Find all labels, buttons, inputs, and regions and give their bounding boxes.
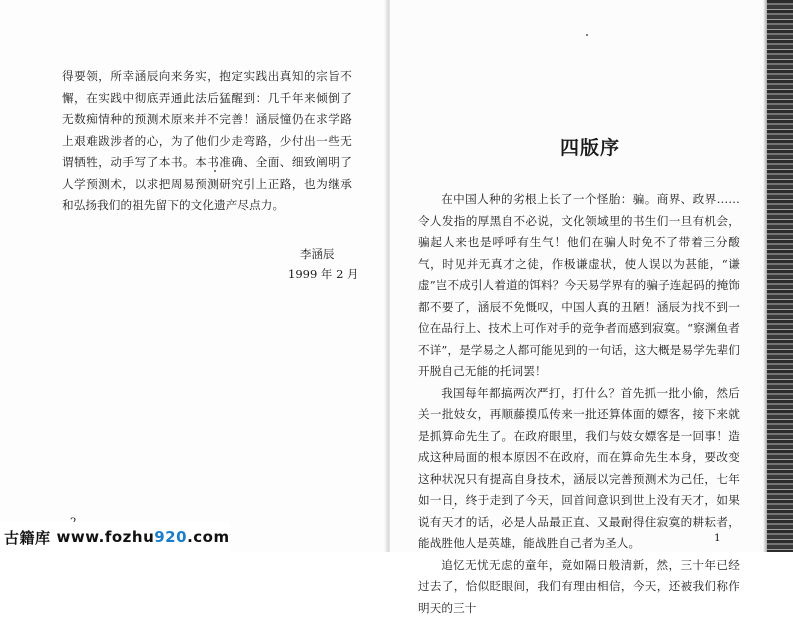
right-page [390,0,793,552]
scan-speck [214,170,216,172]
right-page-body [418,189,740,619]
watermark-site-name: 古籍库 [4,527,51,548]
watermark-url-suffix: .com [187,528,230,546]
scan-edge-strip [767,0,793,552]
watermark-url-number: 920 [154,528,187,546]
author-signature: 李涵辰 [300,246,335,262]
signature-date: 1999 年 2 月 [288,266,359,282]
right-paragraph-1: 在中国人种的劣根上长了一个怪胎：骗。商界、政界……令人发指的厚黑自不必说，文化领域里的书生们一旦有机会，骗起人来也是呼呼有生气！他们在骗人时免不了带着三分酸气，时见并无真才之徒，作极谦虚状，使人误以为甚能，“谦虚”岂不成引人着道的饵料？今天易学界有的骗子连起码的掩饰都不要了，涵辰不免慨叹，中国人真的丑陋！涵辰为找不到一位在品行上、技术上可作对手的竞争者而感到寂寞。“察渊鱼者不详”，是学易之人都可能见到的一句话，这大概是易学先辈们开脱自己无能的托词罢！ [418,189,740,383]
site-watermark [0,522,230,552]
right-paragraph-3: 追忆无忧无虑的童年，竟如隔日般清新，然，三十年已经过去了，恰似眨眼间，我们有理由相信，今天，还被我们称作明天的三十 [418,555,740,619]
scan-speck [452,508,454,509]
right-page-number: 1 [714,532,721,544]
left-paragraph: 得要领，所幸涵辰向来务实，抱定实践出真知的宗旨不懈，在实践中彻底弄通此法后猛醒到：几千年来倾倒了无数痴情种的预测术原来并不完善！涵辰憧仍在求学路上艰难跋涉者的心，为了他们少走弯路，少付出一些无谓牺牲，动手写了本书。本书准确、全面、细致阐明了人学预测术，以求把周易预测研究引上正路，也为继承和弘扬我们的祖先留下的文化遗产尽点力。 [62,66,352,217]
left-page-body [62,66,352,217]
preface-title: 四版序 [560,133,620,160]
left-page [0,0,390,552]
watermark-url-prefix: www.fozhu [57,528,155,546]
right-paragraph-2: 我国每年都搞两次严打，打什么？首先抓一批小偷，然后关一批妓女，再顺藤摸瓜传来一批还算体面的嫖客，接下来就是抓算命先生了。在政府眼里，我们与妓女嫖客是一回事！造成这种局面的根本原因不在政府，而在算命先生本身，要改变这种状况只有提高自身技术，涵辰以完善预测术为己任，七年如一日，终于走到了今天，回首间意识到世上没有天才，如果说有天才的话，必是人品最正直、又最耐得住寂寞的耕耘者，能战胜他人是英雄，能战胜自己者为圣人。 [418,383,740,555]
scan-speck [586,34,588,36]
